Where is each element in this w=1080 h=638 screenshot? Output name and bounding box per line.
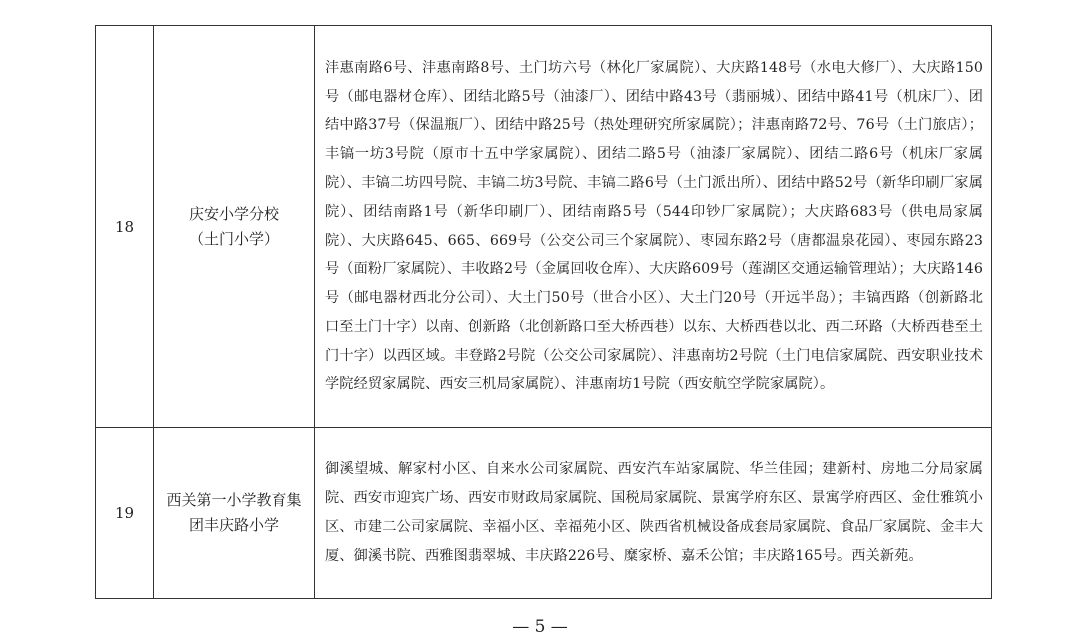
school-name-line: 团丰庆路小学: [188, 516, 279, 534]
school-name-line: 西关第一小学教育集: [166, 491, 302, 509]
table-row: [96, 26, 992, 428]
enrollment-area: 御溪望城、解家村小区、自来水公司家属院、西安汽车站家属院、华兰佳园；建新村、房地二分局家属院、西安市迎宾广场、西安市财政局家属院、国税局家属院、景寓学府东区、景寓学府西区、金仕雅筑小区、市建二公司家属院、幸福小区、幸福苑小区、陕西省机械设备成套局家属院、食品厂家属院、金丰大厦、御溪书院、西雅图翡翠城、丰庆路226号、糜家桥、嘉禾公馆；丰庆路165号。西关新苑。: [315, 428, 992, 599]
row-number: 19: [96, 428, 154, 599]
school-name-line: 庆安小学分校: [188, 204, 279, 223]
school-name-line: （土门小学）: [188, 229, 279, 248]
page-number: — 5 —: [512, 617, 568, 637]
enrollment-area: 沣惠南路6号、沣惠南路8号、土门坊六号（林化厂家属院）、大庆路148号（水电大修厂）、大庆路150号（邮电器材仓库）、团结北路5号（油漆厂）、团结中路43号（翡丽城）、团结中路41号（机床厂）、团结中路37号（保温瓶厂）、团结中路25号（热处理研究所家属院）；沣惠南路72号、76号（土门旅店）；丰镐一坊3号院（原市十五中学家属院）、团结二路5号（油漆厂家属院）、团结二路6号（机床厂家属院）、丰镐二坊四号院、丰镐二坊3号院、丰镐二路6号（土门派出所）、团结中路52号（新华印刷厂家属院）、团结南路1号（新华印刷厂）、团结南路5号（544印钞厂家属院）；大庆路683号（供电局家属院）、大庆路645、665、669号（公交公司三个家属院）、枣园东路2号（唐都温泉花园）、枣园东路23号（面粉厂家属院）、丰收路2号（金属回收仓库）、大庆路609号（莲湖区交通运输管理站）；大庆路146号（邮电器材西北分公司）、大土门50号（世合小区）、大土门20号（开远半岛）；丰镐西路（创新路北口至土门十字）以南、创新路（北创新路口至大桥西巷）以东、大桥西巷以北、西二环路（大桥西巷至土门十字）以西区域。丰登路2号院（公交公司家属院）、沣惠南坊2号院（土门电信家属院、西安职业技术学院经贸家属院、西安三机局家属院）、沣惠南坊1号院（西安航空学院家属院）。: [315, 26, 992, 428]
school-name: [154, 428, 315, 599]
table-row: [96, 428, 992, 599]
row-number: 18: [96, 26, 154, 428]
district-table: [95, 25, 992, 599]
school-name: [154, 26, 315, 428]
